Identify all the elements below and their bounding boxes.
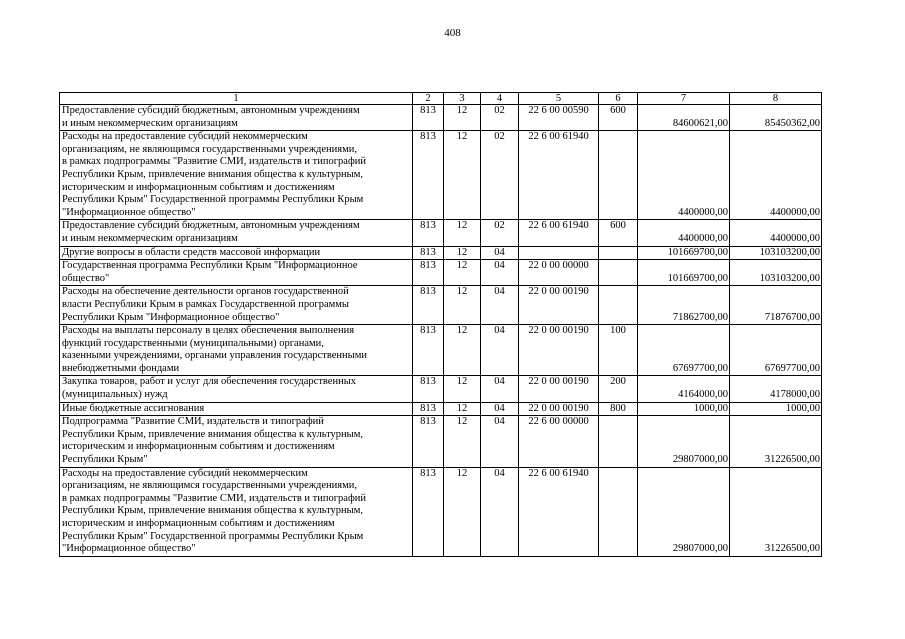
row-expense-type-cell: 100 — [599, 325, 638, 376]
row-target-article-cell: 22 6 00 61940 — [519, 220, 599, 246]
row-sum-2019-cell: 4178000,00 — [730, 376, 822, 402]
row-name-cell: Государственная программа Республики Крым "Информационное общество" — [60, 260, 413, 286]
row-section-cell: 12 — [444, 246, 481, 260]
row-section-cell: 12 — [444, 220, 481, 246]
row-code-cell: 813 — [413, 376, 444, 402]
row-section-cell: 12 — [444, 467, 481, 556]
row-expense-type-cell: 600 — [599, 220, 638, 246]
row-sum-2019-cell: 103103200,00 — [730, 246, 822, 260]
row-target-article-cell: 22 0 00 00190 — [519, 286, 599, 325]
row-section-cell: 12 — [444, 105, 481, 131]
row-subsection-cell: 02 — [481, 105, 519, 131]
table-row — [60, 286, 822, 325]
table-header-row — [60, 93, 822, 105]
row-sum-2018-cell: 101669700,00 — [638, 246, 730, 260]
row-name-cell: Закупка товаров, работ и услуг для обеспечения государственных (муниципальных) нужд — [60, 376, 413, 402]
table-row — [60, 467, 822, 556]
table-row — [60, 246, 822, 260]
row-code-cell: 813 — [413, 402, 444, 416]
row-code-cell: 813 — [413, 220, 444, 246]
row-name-cell: Иные бюджетные ассигнования — [60, 402, 413, 416]
row-sum-2019-cell: 67697700,00 — [730, 325, 822, 376]
row-subsection-cell: 02 — [481, 220, 519, 246]
row-section-cell: 12 — [444, 286, 481, 325]
row-target-article-cell: 22 6 00 00590 — [519, 105, 599, 131]
header-cell: 2 — [413, 93, 444, 105]
row-sum-2019-cell: 4400000,00 — [730, 220, 822, 246]
row-code-cell: 813 — [413, 325, 444, 376]
row-sum-2018-cell: 4400000,00 — [638, 131, 730, 220]
row-expense-type-cell — [599, 131, 638, 220]
row-name-cell: Подпрограмма "Развитие СМИ, издательств и типографий Республики Крым, привлечение внимания общества к культурным, историческим и информационным событиям и достижениям Республики Крым" — [60, 416, 413, 467]
row-name-cell: Расходы на выплаты персоналу в целях обеспечения выполнения функций государственными (муниципальными) органами, казенными учреждениями, органами управления государственными внебюджетными фондами — [60, 325, 413, 376]
header-cell: 6 — [599, 93, 638, 105]
header-cell: 1 — [60, 93, 413, 105]
row-sum-2019-cell: 85450362,00 — [730, 105, 822, 131]
table-row — [60, 402, 822, 416]
header-cell: 3 — [444, 93, 481, 105]
header-cell: 8 — [730, 93, 822, 105]
row-subsection-cell: 04 — [481, 246, 519, 260]
row-target-article-cell: 22 0 00 00190 — [519, 402, 599, 416]
row-sum-2019-cell: 1000,00 — [730, 402, 822, 416]
row-sum-2019-cell: 103103200,00 — [730, 260, 822, 286]
row-code-cell: 813 — [413, 260, 444, 286]
row-sum-2018-cell: 29807000,00 — [638, 416, 730, 467]
row-target-article-cell: 22 0 00 00190 — [519, 325, 599, 376]
row-expense-type-cell — [599, 416, 638, 467]
table-row — [60, 220, 822, 246]
header-cell: 7 — [638, 93, 730, 105]
row-subsection-cell: 04 — [481, 376, 519, 402]
row-expense-type-cell — [599, 260, 638, 286]
row-target-article-cell — [519, 246, 599, 260]
row-code-cell: 813 — [413, 246, 444, 260]
row-sum-2018-cell: 67697700,00 — [638, 325, 730, 376]
table-row — [60, 376, 822, 402]
row-target-article-cell: 22 6 00 61940 — [519, 467, 599, 556]
row-name-cell: Расходы на предоставление субсидий некоммерческим организациям, не являющимся государственными учреждениями, в рамках подпрограммы "Развитие СМИ, издательств и типографий Республики Крым, привлечение внимания общества к культурным, историческим и информационным событиям и достижениям Республики Крым" Государственной программы Республики Крым "Информационное общество" — [60, 131, 413, 220]
table-row — [60, 325, 822, 376]
row-target-article-cell: 22 6 00 61940 — [519, 131, 599, 220]
row-section-cell: 12 — [444, 260, 481, 286]
row-subsection-cell: 04 — [481, 416, 519, 467]
row-section-cell: 12 — [444, 376, 481, 402]
page-number: 408 — [444, 27, 461, 39]
row-subsection-cell: 04 — [481, 402, 519, 416]
row-code-cell: 813 — [413, 467, 444, 556]
row-subsection-cell: 04 — [481, 286, 519, 325]
table-row — [60, 131, 822, 220]
row-name-cell: Расходы на предоставление субсидий некоммерческим организациям, не являющимся государственными учреждениями, в рамках подпрограммы "Развитие СМИ, издательств и типографий Республики Крым, привлечение внимания общества к культурным, историческим и информационным событиям и достижениям Республики Крым" Государственной программы Республики Крым "Информационное общество" — [60, 467, 413, 556]
row-code-cell: 813 — [413, 131, 444, 220]
row-sum-2018-cell: 1000,00 — [638, 402, 730, 416]
row-expense-type-cell: 800 — [599, 402, 638, 416]
row-name-cell: Предоставление субсидий бюджетным, автономным учреждениям и иным некоммерческим организациям — [60, 220, 413, 246]
row-code-cell: 813 — [413, 416, 444, 467]
row-target-article-cell: 22 6 00 00000 — [519, 416, 599, 467]
row-target-article-cell: 22 0 00 00000 — [519, 260, 599, 286]
budget-table — [59, 92, 822, 557]
row-expense-type-cell: 600 — [599, 105, 638, 131]
row-section-cell: 12 — [444, 402, 481, 416]
row-sum-2018-cell: 71862700,00 — [638, 286, 730, 325]
row-name-cell: Предоставление субсидий бюджетным, автономным учреждениям и иным некоммерческим организациям — [60, 105, 413, 131]
row-sum-2018-cell: 4164000,00 — [638, 376, 730, 402]
row-sum-2019-cell: 31226500,00 — [730, 467, 822, 556]
row-expense-type-cell — [599, 467, 638, 556]
row-expense-type-cell — [599, 246, 638, 260]
table-row — [60, 260, 822, 286]
row-sum-2019-cell: 31226500,00 — [730, 416, 822, 467]
row-sum-2018-cell: 101669700,00 — [638, 260, 730, 286]
row-name-cell: Другие вопросы в области средств массовой информации — [60, 246, 413, 260]
header-cell: 4 — [481, 93, 519, 105]
row-sum-2018-cell: 29807000,00 — [638, 467, 730, 556]
row-sum-2018-cell: 4400000,00 — [638, 220, 730, 246]
row-target-article-cell: 22 0 00 00190 — [519, 376, 599, 402]
row-expense-type-cell: 200 — [599, 376, 638, 402]
row-section-cell: 12 — [444, 131, 481, 220]
row-subsection-cell: 04 — [481, 467, 519, 556]
row-sum-2019-cell: 71876700,00 — [730, 286, 822, 325]
header-cell: 5 — [519, 93, 599, 105]
row-code-cell: 813 — [413, 105, 444, 131]
row-subsection-cell: 04 — [481, 325, 519, 376]
table-row — [60, 105, 822, 131]
row-section-cell: 12 — [444, 325, 481, 376]
row-name-cell: Расходы на обеспечение деятельности органов государственной власти Республики Крым в рамках Государственной программы Республики Крым "Информационное общество" — [60, 286, 413, 325]
row-expense-type-cell — [599, 286, 638, 325]
table-row — [60, 416, 822, 467]
row-sum-2019-cell: 4400000,00 — [730, 131, 822, 220]
row-sum-2018-cell: 84600621,00 — [638, 105, 730, 131]
row-subsection-cell: 04 — [481, 260, 519, 286]
row-code-cell: 813 — [413, 286, 444, 325]
row-subsection-cell: 02 — [481, 131, 519, 220]
row-section-cell: 12 — [444, 416, 481, 467]
